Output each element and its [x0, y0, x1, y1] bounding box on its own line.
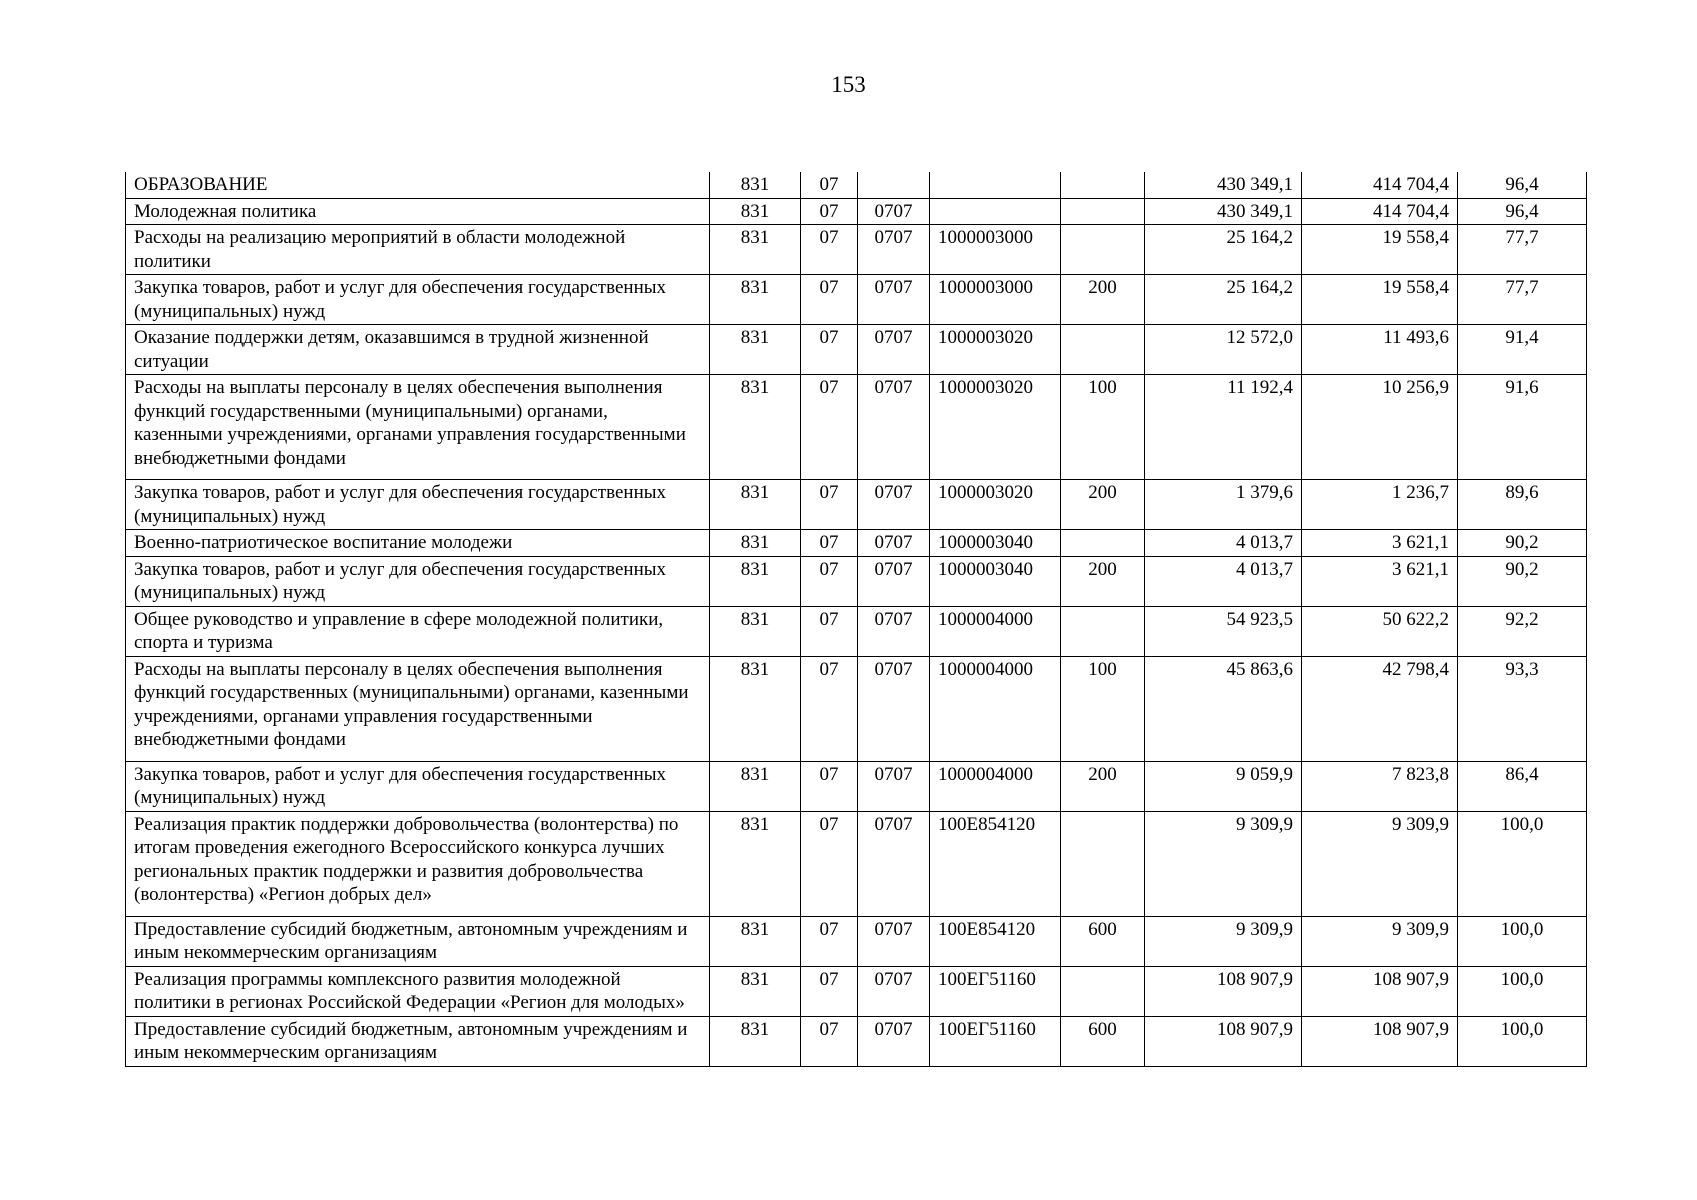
cell-razdel: 07 — [801, 172, 858, 198]
cell-vedomstvo: 831 — [710, 966, 801, 1016]
cell-procent: 96,4 — [1458, 172, 1587, 198]
cell-plan: 54 923,5 — [1145, 606, 1302, 656]
cell-razdel: 07 — [801, 480, 858, 530]
cell-vedomstvo: 831 — [710, 656, 801, 761]
cell-vedomstvo: 831 — [710, 198, 801, 225]
cell-name: Предоставление субсидий бюджетным, автономным учреждениям и иным некоммерческим организациям — [126, 916, 710, 966]
table-row — [126, 172, 1587, 198]
cell-plan: 45 863,6 — [1145, 656, 1302, 761]
cell-ispolneno: 10 256,9 — [1302, 375, 1458, 480]
cell-procent: 100,0 — [1458, 1016, 1587, 1066]
cell-podrazdel: 0707 — [858, 530, 930, 557]
cell-ispolneno: 42 798,4 — [1302, 656, 1458, 761]
cell-razdel: 07 — [801, 325, 858, 375]
cell-tselevaya-statya: 100E854120 — [930, 811, 1061, 916]
cell-vid-rashodov — [1061, 172, 1145, 198]
cell-tselevaya-statya: 1000004000 — [930, 761, 1061, 811]
cell-vedomstvo: 831 — [710, 375, 801, 480]
cell-razdel: 07 — [801, 966, 858, 1016]
table-row — [126, 480, 1587, 530]
cell-podrazdel: 0707 — [858, 375, 930, 480]
cell-plan: 108 907,9 — [1145, 966, 1302, 1016]
cell-vedomstvo: 831 — [710, 225, 801, 275]
table-row — [126, 1016, 1587, 1066]
cell-ispolneno: 50 622,2 — [1302, 606, 1458, 656]
cell-ispolneno: 9 309,9 — [1302, 916, 1458, 966]
cell-procent: 77,7 — [1458, 275, 1587, 325]
cell-vedomstvo: 831 — [710, 480, 801, 530]
cell-plan: 9 309,9 — [1145, 811, 1302, 916]
cell-tselevaya-statya: 100E854120 — [930, 916, 1061, 966]
cell-plan: 430 349,1 — [1145, 198, 1302, 225]
cell-procent: 90,2 — [1458, 556, 1587, 606]
cell-name: Реализация практик поддержки добровольчества (волонтерства) по итогам проведения ежегодного Всероссийского конкурса лучших региональных практик поддержки и развития добровольчества (волонтерства) «Регион добрых дел» — [126, 811, 710, 916]
cell-ispolneno: 19 558,4 — [1302, 275, 1458, 325]
cell-plan: 9 059,9 — [1145, 761, 1302, 811]
cell-podrazdel: 0707 — [858, 275, 930, 325]
cell-procent: 91,4 — [1458, 325, 1587, 375]
cell-procent: 93,3 — [1458, 656, 1587, 761]
cell-razdel: 07 — [801, 811, 858, 916]
cell-razdel: 07 — [801, 606, 858, 656]
table-row — [126, 198, 1587, 225]
cell-vedomstvo: 831 — [710, 761, 801, 811]
cell-razdel: 07 — [801, 198, 858, 225]
cell-procent: 100,0 — [1458, 811, 1587, 916]
table-row — [126, 811, 1587, 916]
cell-razdel: 07 — [801, 375, 858, 480]
cell-vid-rashodov: 600 — [1061, 1016, 1145, 1066]
cell-razdel: 07 — [801, 225, 858, 275]
table-row — [126, 606, 1587, 656]
cell-vedomstvo: 831 — [710, 606, 801, 656]
cell-name: Расходы на выплаты персоналу в целях обеспечения выполнения функций государственных (муниципальными) органами, казенными учреждениями, органами управления государственными внебюджетными фондами — [126, 656, 710, 761]
cell-ispolneno: 3 621,1 — [1302, 530, 1458, 557]
cell-plan: 25 164,2 — [1145, 275, 1302, 325]
cell-name: Предоставление субсидий бюджетным, автономным учреждениям и иным некоммерческим организациям — [126, 1016, 710, 1066]
table-row — [126, 556, 1587, 606]
cell-plan: 12 572,0 — [1145, 325, 1302, 375]
cell-procent: 100,0 — [1458, 916, 1587, 966]
budget-table — [125, 172, 1587, 1067]
cell-tselevaya-statya: 100ЕГ51160 — [930, 1016, 1061, 1066]
cell-razdel: 07 — [801, 656, 858, 761]
cell-name: Общее руководство и управление в сфере молодежной политики, спорта и туризма — [126, 606, 710, 656]
cell-procent: 96,4 — [1458, 198, 1587, 225]
cell-razdel: 07 — [801, 275, 858, 325]
cell-procent: 92,2 — [1458, 606, 1587, 656]
cell-ispolneno: 7 823,8 — [1302, 761, 1458, 811]
cell-tselevaya-statya: 1000003020 — [930, 480, 1061, 530]
cell-tselevaya-statya: 1000003020 — [930, 325, 1061, 375]
cell-podrazdel: 0707 — [858, 606, 930, 656]
cell-tselevaya-statya — [930, 198, 1061, 225]
cell-name: Закупка товаров, работ и услуг для обеспечения государственных (муниципальных) нужд — [126, 480, 710, 530]
cell-procent: 77,7 — [1458, 225, 1587, 275]
cell-podrazdel: 0707 — [858, 656, 930, 761]
cell-vedomstvo: 831 — [710, 530, 801, 557]
cell-ispolneno: 3 621,1 — [1302, 556, 1458, 606]
cell-name: Расходы на выплаты персоналу в целях обеспечения выполнения функций государственными (муниципальными) органами, казенными учреждениями, органами управления государственными внебюджетными фондами — [126, 375, 710, 480]
cell-ispolneno: 108 907,9 — [1302, 1016, 1458, 1066]
table-row — [126, 530, 1587, 557]
cell-tselevaya-statya — [930, 172, 1061, 198]
cell-vid-rashodov: 200 — [1061, 480, 1145, 530]
cell-vid-rashodov: 200 — [1061, 556, 1145, 606]
cell-podrazdel: 0707 — [858, 480, 930, 530]
cell-ispolneno: 414 704,4 — [1302, 198, 1458, 225]
cell-tselevaya-statya: 1000003020 — [930, 375, 1061, 480]
cell-plan: 4 013,7 — [1145, 556, 1302, 606]
cell-plan: 9 309,9 — [1145, 916, 1302, 966]
table-row — [126, 761, 1587, 811]
cell-plan: 25 164,2 — [1145, 225, 1302, 275]
cell-plan: 1 379,6 — [1145, 480, 1302, 530]
cell-podrazdel: 0707 — [858, 916, 930, 966]
table-row — [126, 275, 1587, 325]
cell-procent: 100,0 — [1458, 966, 1587, 1016]
cell-procent: 91,6 — [1458, 375, 1587, 480]
table-row — [126, 225, 1587, 275]
cell-podrazdel: 0707 — [858, 325, 930, 375]
cell-razdel: 07 — [801, 530, 858, 557]
cell-vid-rashodov — [1061, 325, 1145, 375]
cell-tselevaya-statya: 1000003000 — [930, 225, 1061, 275]
table-row — [126, 916, 1587, 966]
cell-plan: 4 013,7 — [1145, 530, 1302, 557]
cell-podrazdel — [858, 172, 930, 198]
table-row — [126, 966, 1587, 1016]
cell-name: Военно-патриотическое воспитание молодежи — [126, 530, 710, 557]
cell-vid-rashodov — [1061, 198, 1145, 225]
table-body — [126, 172, 1587, 1066]
cell-plan: 11 192,4 — [1145, 375, 1302, 480]
cell-vedomstvo: 831 — [710, 172, 801, 198]
page-number: 153 — [831, 72, 866, 97]
cell-vid-rashodov — [1061, 530, 1145, 557]
cell-vid-rashodov: 200 — [1061, 275, 1145, 325]
table-row — [126, 325, 1587, 375]
cell-ispolneno: 1 236,7 — [1302, 480, 1458, 530]
cell-vid-rashodov: 200 — [1061, 761, 1145, 811]
cell-vedomstvo: 831 — [710, 1016, 801, 1066]
cell-tselevaya-statya: 1000004000 — [930, 656, 1061, 761]
cell-podrazdel: 0707 — [858, 1016, 930, 1066]
cell-name: Расходы на реализацию мероприятий в области молодежной политики — [126, 225, 710, 275]
cell-podrazdel: 0707 — [858, 966, 930, 1016]
cell-razdel: 07 — [801, 916, 858, 966]
cell-ispolneno: 414 704,4 — [1302, 172, 1458, 198]
cell-name: Закупка товаров, работ и услуг для обеспечения государственных (муниципальных) нужд — [126, 556, 710, 606]
cell-vid-rashodov — [1061, 811, 1145, 916]
cell-vedomstvo: 831 — [710, 811, 801, 916]
cell-ispolneno: 9 309,9 — [1302, 811, 1458, 916]
cell-razdel: 07 — [801, 556, 858, 606]
cell-vedomstvo: 831 — [710, 556, 801, 606]
cell-vedomstvo: 831 — [710, 325, 801, 375]
cell-tselevaya-statya: 1000003040 — [930, 556, 1061, 606]
cell-vid-rashodov: 100 — [1061, 656, 1145, 761]
cell-procent: 90,2 — [1458, 530, 1587, 557]
cell-podrazdel: 0707 — [858, 811, 930, 916]
cell-plan: 108 907,9 — [1145, 1016, 1302, 1066]
table-row — [126, 375, 1587, 480]
cell-name: Оказание поддержки детям, оказавшимся в трудной жизненной ситуации — [126, 325, 710, 375]
cell-vid-rashodov — [1061, 606, 1145, 656]
cell-vid-rashodov — [1061, 966, 1145, 1016]
cell-vid-rashodov: 100 — [1061, 375, 1145, 480]
cell-name: Реализация программы комплексного развития молодежной политики в регионах Российской Федерации «Регион для молодых» — [126, 966, 710, 1016]
cell-tselevaya-statya: 100ЕГ51160 — [930, 966, 1061, 1016]
cell-razdel: 07 — [801, 761, 858, 811]
cell-razdel: 07 — [801, 1016, 858, 1066]
cell-podrazdel: 0707 — [858, 198, 930, 225]
table-row — [126, 656, 1587, 761]
cell-name: Закупка товаров, работ и услуг для обеспечения государственных (муниципальных) нужд — [126, 761, 710, 811]
cell-name: ОБРАЗОВАНИЕ — [126, 172, 710, 198]
cell-ispolneno: 11 493,6 — [1302, 325, 1458, 375]
cell-tselevaya-statya: 1000004000 — [930, 606, 1061, 656]
cell-vedomstvo: 831 — [710, 275, 801, 325]
cell-plan: 430 349,1 — [1145, 172, 1302, 198]
cell-procent: 89,6 — [1458, 480, 1587, 530]
cell-tselevaya-statya: 1000003000 — [930, 275, 1061, 325]
cell-vid-rashodov: 600 — [1061, 916, 1145, 966]
cell-vedomstvo: 831 — [710, 916, 801, 966]
cell-ispolneno: 108 907,9 — [1302, 966, 1458, 1016]
cell-podrazdel: 0707 — [858, 225, 930, 275]
cell-procent: 86,4 — [1458, 761, 1587, 811]
cell-podrazdel: 0707 — [858, 556, 930, 606]
cell-tselevaya-statya: 1000003040 — [930, 530, 1061, 557]
cell-ispolneno: 19 558,4 — [1302, 225, 1458, 275]
cell-name: Молодежная политика — [126, 198, 710, 225]
cell-podrazdel: 0707 — [858, 761, 930, 811]
cell-vid-rashodov — [1061, 225, 1145, 275]
cell-name: Закупка товаров, работ и услуг для обеспечения государственных (муниципальных) нужд — [126, 275, 710, 325]
